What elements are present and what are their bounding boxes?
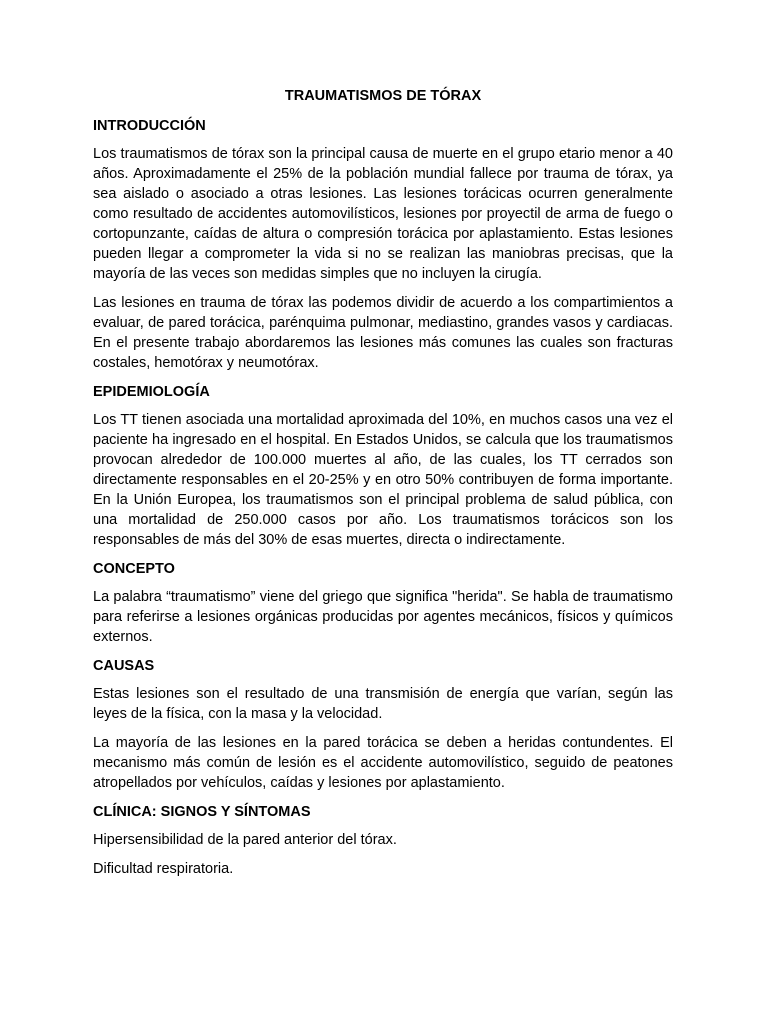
section-heading: EPIDEMIOLOGÍA xyxy=(93,384,210,400)
section-clinica xyxy=(93,802,673,879)
section-concepto xyxy=(93,559,673,647)
paragraph: Los TT tienen asociada una mortalidad aproximada del 10%, en muchos casos una vez el paciente ha ingresado en el hospital. En Estados Unidos, se calcula que los traumatismos provocan alrededor de 100.000 muertes al año, de las cuales, los TT cerrados son directamente responsables en el 20-25% y en otro 50% contribuyen de forma importante. En la Unión Europea, los traumatismos son el principal problema de salud pública, con una mortalidad de 250.000 casos por año. Los traumatismos torácicos son los responsables de más del 30% de esas muertes, directa o indirectamente. xyxy=(93,412,673,548)
section-heading: CONCEPTO xyxy=(93,561,175,577)
document-title: TRAUMATISMOS DE TÓRAX xyxy=(284,88,482,104)
paragraph: Los traumatismos de tórax son la principal causa de muerte en el grupo etario menor a 40 años. Aproximadamente el 25% de la población mundial fallece por trauma de tórax, ya sea aislado o asociado a otras lesiones. Las lesiones torácicas ocurren generalmente como resultado de accidentes automovilísticos, lesiones por proyectil de arma de fuego o cortopunzante, caídas de altura o compresión torácica por aplastamiento. Estas lesiones pueden llegar a comprometer la vida si no se realizan las maniobras precisas, que la mayoría de las veces son medidas simples que no incluyen la cirugía. xyxy=(93,146,673,282)
section-heading: CAUSAS xyxy=(93,658,155,674)
paragraph: La mayoría de las lesiones en la pared torácica se deben a heridas contundentes. El mecanismo más común de lesión es el accidente automovilístico, seguido de peatones atropellados por vehículos, caídas y lesiones por aplastamiento. xyxy=(93,735,673,791)
document-page xyxy=(93,86,673,888)
paragraph: Dificultad respiratoria. xyxy=(93,861,234,877)
section-introduccion xyxy=(93,116,673,373)
paragraph: La palabra “traumatismo” viene del griego que significa "herida". Se habla de traumatismo para referirse a lesiones orgánicas producidas por agentes mecánicos, físicos y químicos externos. xyxy=(93,589,673,645)
section-heading: CLÍNICA: SIGNOS Y SÍNTOMAS xyxy=(93,804,311,820)
paragraph: Estas lesiones son el resultado de una transmisión de energía que varían, según las leyes de la física, con la masa y la velocidad. xyxy=(93,686,673,722)
paragraph: Hipersensibilidad de la pared anterior del tórax. xyxy=(93,832,397,848)
section-causas xyxy=(93,656,673,793)
section-epidemiologia xyxy=(93,382,673,550)
paragraph: Las lesiones en trauma de tórax las podemos dividir de acuerdo a los compartimientos a evaluar, de pared torácica, parénquima pulmonar, mediastino, grandes vasos y cardiacas. En el presente trabajo abordaremos las lesiones más comunes las cuales son fracturas costales, hemotórax y neumotórax. xyxy=(93,295,673,371)
section-heading: INTRODUCCIÓN xyxy=(93,118,206,134)
